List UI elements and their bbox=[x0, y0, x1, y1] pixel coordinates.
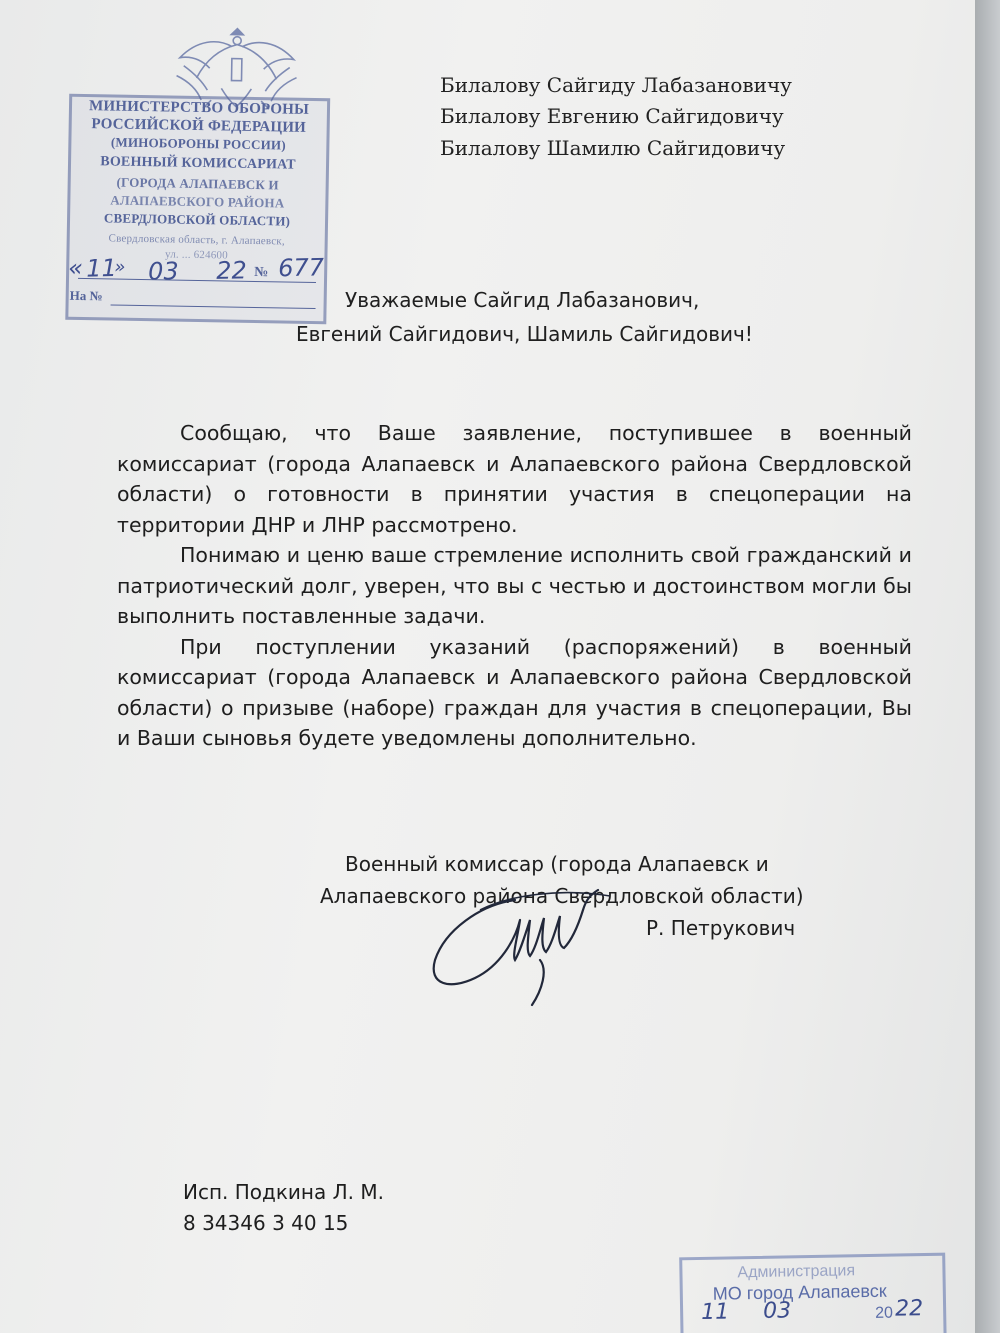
stamp-number-value: 677 bbox=[277, 253, 325, 283]
body-paragraph: Понимаю и ценю ваше стремление исполнить свой гражданский и патриотический долг, уверен, что вы с честью и достоинством могли бы выполнить поставленные задачи. bbox=[117, 543, 912, 628]
received-stamp-org: МО город Алапаевск bbox=[712, 1280, 887, 1304]
stamp-address: Свердловская область, г. Алапаевск, bbox=[108, 232, 285, 248]
received-stamp-month: 03 bbox=[762, 1298, 792, 1324]
addressee-line: Билалову Шамилю Сайгидовичу bbox=[440, 136, 786, 160]
stamp-date-month: 03 bbox=[147, 257, 179, 286]
received-stamp bbox=[679, 1253, 947, 1333]
stamp-number-label: № bbox=[254, 264, 269, 281]
stamp-line: ВОЕННЫЙ КОМИССАРИАТ bbox=[100, 154, 296, 173]
stamp-line: МИНИСТЕРСТВО ОБОРОНЫ bbox=[88, 98, 310, 118]
received-stamp-year: 22 bbox=[894, 1296, 924, 1322]
executor-name: Исп. Подкина Л. М. bbox=[183, 1180, 384, 1204]
handwritten-signature bbox=[420, 860, 630, 1010]
body-paragraph: Сообщаю, что Ваше заявление, поступившее в военный комиссариат (города Алапаевск и Алапаевского района Свердловской области) о готовности в принятии участия в спецоперации на территории ДНР и ЛНР рассмотрено. bbox=[117, 421, 912, 537]
addressee-line: Билалову Сайгиду Лабазановичу bbox=[440, 73, 792, 97]
stamp-line: АЛАПАЕВСКОГО РАЙОНА bbox=[110, 192, 285, 211]
salutation-line: Уважаемые Сайгид Лабазанович, bbox=[345, 288, 700, 312]
stamp-date-day: 11 bbox=[85, 254, 117, 283]
letter-body bbox=[117, 418, 912, 754]
addressee-line: Билалову Евгению Сайгидовичу bbox=[440, 104, 784, 128]
stamp-line: (ГОРОДА АЛАПАЕВСК И bbox=[116, 174, 279, 193]
signer-name: Р. Петрукович bbox=[646, 916, 796, 940]
stamp-address: ул. ... 624600 bbox=[164, 248, 228, 262]
stamp-date-quote: » bbox=[114, 256, 126, 278]
stamp-date-quote: « bbox=[67, 253, 84, 282]
body-paragraph: При поступлении указаний (распоряжений) в военный комиссариат (города Алапаевск и Алапаевского района Свердловской области) о призыве (наборе) граждан для участия в спецоперации, Вы и Ваши сыновья будете уведомлены дополнительно. bbox=[117, 634, 912, 750]
signer-title: Военный комиссар (города Алапаевск и bbox=[345, 852, 769, 876]
salutation-line: Евгений Сайгидович, Шамиль Сайгидович! bbox=[296, 322, 753, 346]
background-edge bbox=[975, 0, 1000, 1333]
stamp-line: РОССИЙСКОЙ ФЕДЕРАЦИИ bbox=[91, 116, 307, 136]
received-stamp-day: 11 bbox=[700, 1299, 730, 1325]
executor-phone: 8 34346 3 40 15 bbox=[183, 1211, 349, 1235]
signer-title: Алапаевского района Свердловской области) bbox=[320, 884, 804, 908]
stamp-date-year: 22 bbox=[215, 256, 247, 285]
received-stamp-year-prefix: 20 bbox=[875, 1304, 894, 1322]
stamp-line: СВЕРДЛОВСКОЙ ОБЛАСТИ) bbox=[103, 210, 291, 229]
received-stamp-org: Администрация bbox=[737, 1262, 856, 1282]
stamp-line: (МИНОБОРОНЫ РОССИИ) bbox=[110, 134, 286, 153]
stamp-ref-label: На № bbox=[69, 287, 103, 304]
ministry-stamp bbox=[65, 16, 332, 317]
